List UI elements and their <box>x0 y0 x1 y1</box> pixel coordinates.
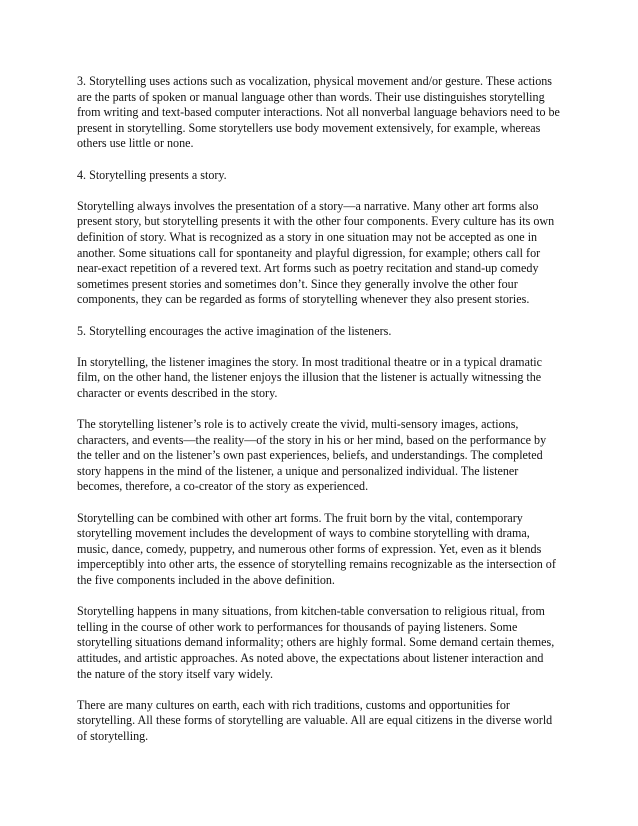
paragraph-many-cultures: There are many cultures on earth, each with rich traditions, customs and opportunities for storytelling. All these forms of storytelling are valuable. All are equal citizens in the diverse world of storytelling. <box>77 697 553 743</box>
paragraph-many-situations: Storytelling happens in many situations, from kitchen-table conversation to religious ritual, from telling in the course of other work to performances for thousands of paying listeners. Some storytelling situations demand informality; others are highly formal. Some demand certain themes, attitudes, and artistic approaches. As noted above, the expectations about listener interaction and the nature of the story itself vary widely. <box>77 604 555 681</box>
paragraph-presentation-of-story: Storytelling always involves the presentation of a story—a narrative. Many other art forms also present story, but storytelling presents it with the other four components. Every culture has its own definition of story. What is recognized as a story in one situation may not be accepted as one in another. Some situations call for spontaneity and playful digression, for example; others call for near-exact repetition of a revered text. Art forms such as poetry recitation and stand-up comedy sometimes present stories and sometimes don’t. Since they generally involve the other four components, they can be regarded as forms of storytelling whenever they also present stories. <box>77 198 555 307</box>
heading-presents-story: 4. Storytelling presents a story. <box>77 167 227 182</box>
paragraph-listener-imagines: In storytelling, the listener imagines the story. In most traditional theatre or in a typical dramatic film, on the other hand, the listener enjoys the illusion that the listener is actually witnessing the character or events described in the story. <box>77 354 543 400</box>
paragraph-combined-art-forms: Storytelling can be combined with other art forms. The fruit born by the vital, contemporary storytelling movement includes the development of ways to combine storytelling with drama, music, dance, comedy, puppetry, and numerous other forms of expression. Yet, even as it blends imperceptibly into other arts, the essence of storytelling remains recognizable as the intersection of the five components included in the above definition. <box>77 510 556 587</box>
paragraph-storytelling-actions: 3. Storytelling uses actions such as vocalization, physical movement and/or gesture. These actions are the parts of spoken or manual language other than words. Their use distinguishes storytelling from writing and text-based computer interactions. Not all nonverbal language behaviors need to be present in storytelling. Some storytellers use body movement extensively, for example, whereas others use little or none. <box>77 74 560 151</box>
heading-active-imagination: 5. Storytelling encourages the active imagination of the listeners. <box>77 323 392 338</box>
paragraph-listener-role: The storytelling listener’s role is to actively create the vivid, multi-sensory images, actions, characters, and events—the reality—of the story in his or her mind, based on the performance by the teller and on the listener’s own past experiences, beliefs, and understandings. The completed story happens in the mind of the listener, a unique and personalized individual. The listener becomes, therefore, a co-creator of the story as experienced. <box>77 417 547 494</box>
